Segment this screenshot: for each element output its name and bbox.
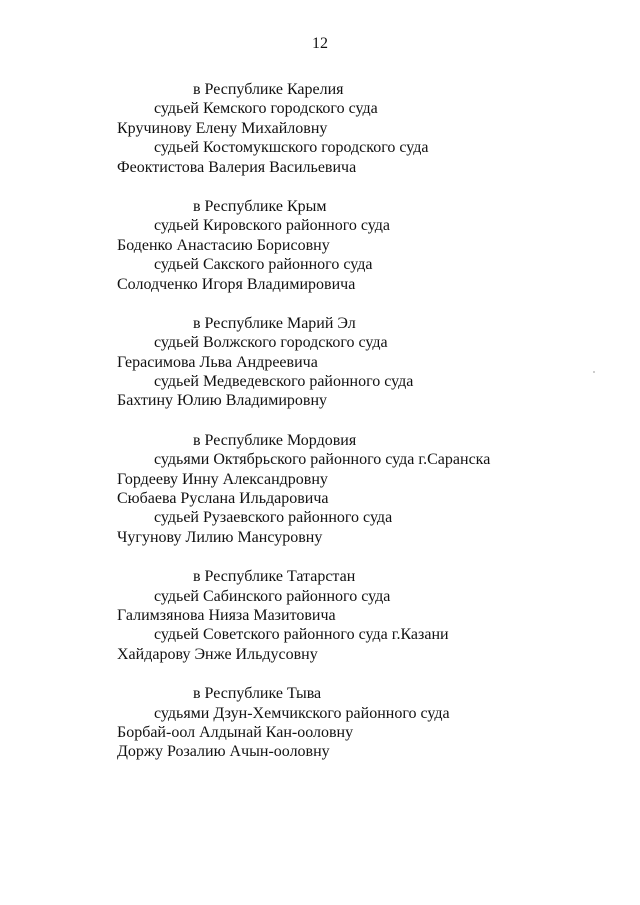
- region-heading: в Республике Мордовия: [193, 431, 357, 449]
- court-line: судьей Сакского районного суда: [154, 256, 373, 274]
- person-name: Боденко Анастасию Борисовну: [117, 236, 330, 254]
- person-name: Сюбаева Руслана Ильдаровича: [117, 490, 329, 508]
- court-line: судьей Волжского городского суда: [154, 334, 388, 352]
- section-crimea: [0, 197, 640, 294]
- section-mordovia: [0, 431, 640, 547]
- section-karelia: [0, 80, 640, 177]
- court-line: судьей Советского районного суда г.Казани: [154, 626, 449, 644]
- person-name: Феоктистова Валерия Васильевича: [117, 158, 357, 176]
- region-heading: в Республике Крым: [193, 197, 327, 215]
- section-tatarstan: [0, 567, 640, 664]
- section-tyva: [0, 684, 640, 762]
- section-mari-el: [0, 314, 640, 411]
- court-line: судьей Кировского районного суда: [154, 217, 390, 235]
- court-line: судьей Медведевского районного суда: [154, 373, 414, 391]
- court-line: судьей Кемского городского суда: [154, 100, 378, 118]
- court-line: судьями Октябрьского районного суда г.Саранска: [154, 451, 491, 469]
- region-heading: в Республике Марий Эл: [193, 314, 356, 332]
- person-name: Солодченко Игоря Владимировича: [117, 275, 356, 293]
- person-name: Герасимова Льва Андреевича: [117, 353, 318, 371]
- person-name: Галимзянова Нияза Мазитовича: [117, 606, 336, 624]
- person-name: Кручинову Елену Михайловну: [117, 119, 328, 137]
- person-name: Борбай-оол Алдынай Кан-ооловну: [117, 723, 354, 741]
- person-name: Чугунову Лилию Мансуровну: [117, 528, 323, 546]
- court-line: судьей Костомукшского городского суда: [154, 139, 429, 157]
- person-name: Бахтину Юлию Владимировну: [117, 392, 328, 410]
- region-heading: в Республике Карелия: [193, 81, 344, 98]
- court-line: судьей Сабинского районного суда: [154, 587, 391, 605]
- region-heading: в Республике Тыва: [193, 685, 322, 703]
- court-line: судьями Дзун-Хемчикского районного суда: [154, 704, 450, 722]
- page-number: 12: [312, 35, 328, 52]
- person-name: Хайдарову Энже Ильдусовну: [117, 645, 318, 663]
- scan-artifact-dot: [593, 371, 595, 373]
- document-body: [0, 80, 640, 782]
- region-heading: в Республике Татарстан: [193, 568, 356, 586]
- court-line: судьей Рузаевского районного суда: [154, 509, 393, 527]
- person-name: Гордееву Инну Александровну: [117, 470, 328, 488]
- person-name: Доржу Розалию Ачын-ооловну: [117, 743, 330, 761]
